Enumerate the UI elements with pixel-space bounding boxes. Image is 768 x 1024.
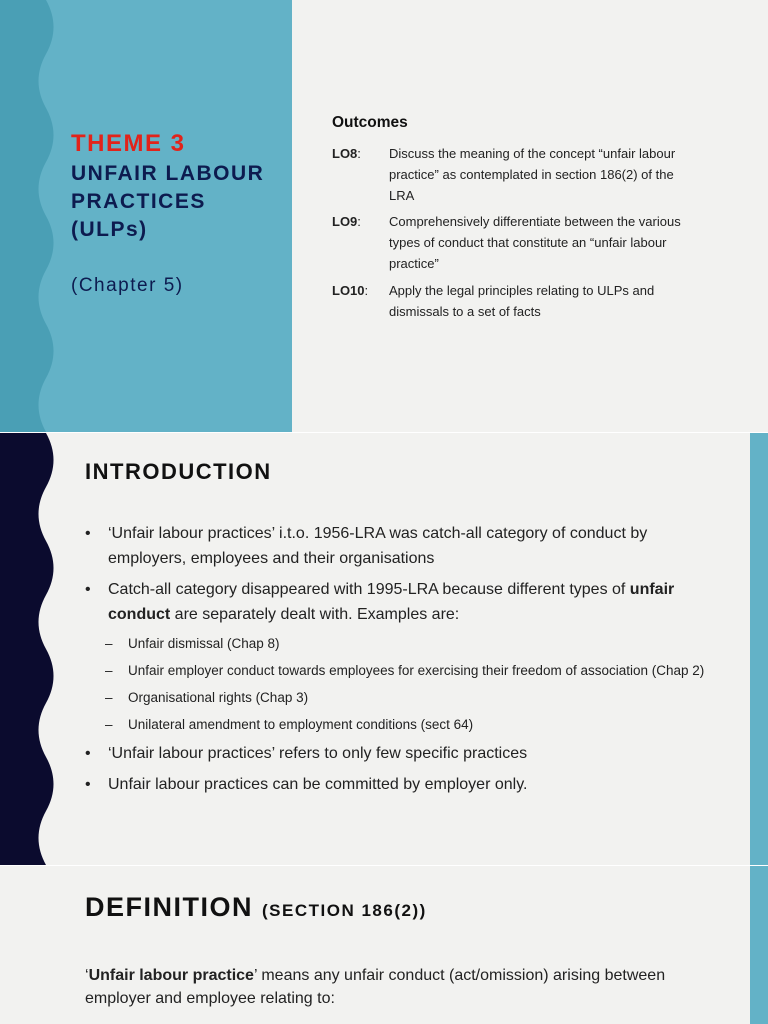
sub-bullet-item: – Unilateral amendment to employment conditions (sect 64) <box>105 717 474 732</box>
slide-definition <box>0 866 768 1024</box>
chapter-label: (Chapter 5) <box>71 275 184 296</box>
slide-introduction <box>0 433 768 865</box>
wavy-edge-decoration <box>0 0 60 432</box>
slide-theme <box>0 0 768 432</box>
bullet-item: • ‘Unfair labour practices’ i.t.o. 1956-LRA was catch-all category of conduct by employers, employees and their organisations <box>85 525 648 567</box>
section-heading: DEFINITION (SECTION 186(2)) <box>85 892 427 922</box>
wavy-edge-decoration <box>0 433 62 865</box>
bullet-list <box>85 521 710 803</box>
outcome-text: Comprehensively differentiate between the various types of conduct that constitute an “unfair labour practice” <box>389 214 681 271</box>
theme-title-line: UNFAIR LABOUR <box>71 162 265 185</box>
definition-paragraph: ‘Unfair labour practice’ means any unfair conduct (act/omission) arising between employer and employee relating to: <box>85 967 666 1007</box>
theme-number: THEME 3 <box>71 130 186 157</box>
bullet-item: • Catch-all category disappeared with 1995-LRA because different types of unfair conduct are separately dealt with. Examples are: <box>85 581 675 623</box>
theme-title-line: (ULPs) <box>71 218 148 241</box>
outcome-code: LO8: <box>332 146 361 161</box>
outcome-code: LO9: <box>332 214 361 229</box>
sub-bullet-item: – Unfair dismissal (Chap 8) <box>105 636 280 651</box>
outcome-code: LO10: <box>332 283 369 298</box>
theme-title-line: PRACTICES <box>71 190 206 213</box>
sub-bullet-item: – Unfair employer conduct towards employees for exercising their freedom of association (Chap 2) <box>105 663 705 678</box>
bullet-item: • Unfair labour practices can be committed by employer only. <box>85 776 528 793</box>
sub-bullet-item: – Organisational rights (Chap 3) <box>105 690 309 705</box>
section-heading: INTRODUCTION <box>85 459 272 484</box>
accent-strip <box>750 866 768 1024</box>
outcome-text: Discuss the meaning of the concept “unfair labour practice” as contemplated in section 186(2) of the LRA <box>389 146 676 203</box>
outcome-text: Apply the legal principles relating to ULPs and dismissals to a set of facts <box>389 283 655 319</box>
outcomes-heading: Outcomes <box>332 114 408 131</box>
accent-strip <box>750 433 768 865</box>
bullet-item: • ‘Unfair labour practices’ refers to only few specific practices <box>85 745 528 762</box>
theme-title <box>71 160 264 244</box>
